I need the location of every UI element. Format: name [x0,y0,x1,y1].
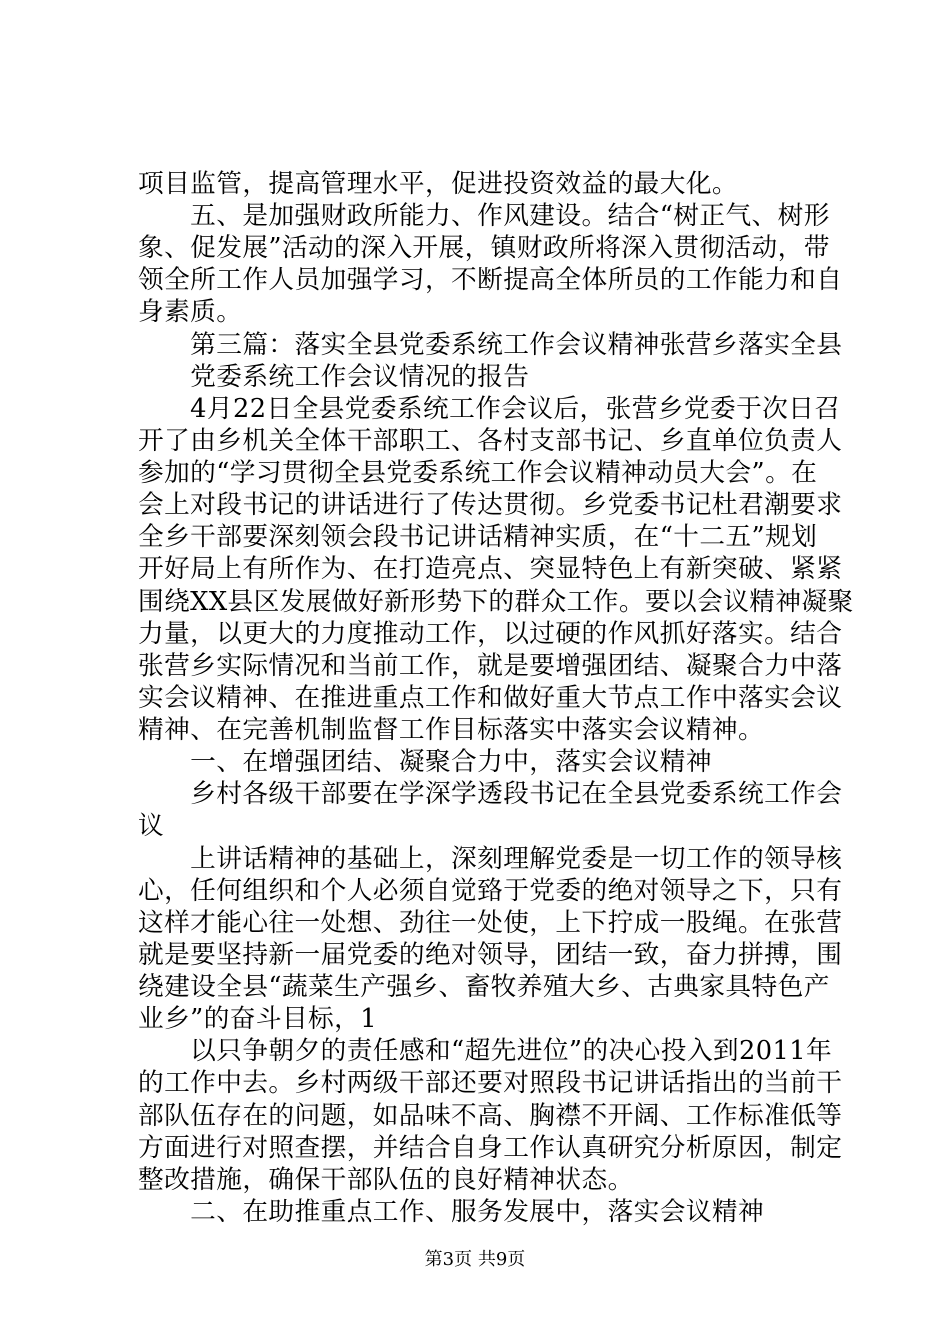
page-number-footer: 第3页 共9页 [424,1249,526,1270]
text-line: 领全所工作人员加强学习，不断提高全体所员的工作能力和自 [138,265,843,296]
text-line: 4月22日全县党委系统工作会议后，张营乡党委于次日召 [138,393,841,424]
text-line: 心，任何组织和个人必须自觉臵于党委的绝对领导之下，只有 [138,875,843,906]
section-heading: 党委系统工作会议情况的报告 [138,361,530,392]
text-line: 这样才能心往一处想、劲往一处使，上下拧成一股绳。在张营 [138,907,843,938]
text-line: 五、是加强财政所能力、作风建设。结合“树正气、树形 [138,201,830,232]
text-line: 开好局上有所作为、在打造亮点、突显特色上有新突破、紧紧 [138,554,843,585]
text-line: 会上对段书记的讲话进行了传达贯彻。乡党委书记杜君潮要求 [138,490,843,521]
text-line: 项目监管，提高管理水平，促进投资效益的最大化。 [138,169,739,199]
text-line: 业乡”的奋斗目标，1 [138,1004,377,1035]
text-line: 实会议精神、在推进重点工作和做好重大节点工作中落实会议 [138,682,843,713]
text-line: 部队伍存在的问题，如品味不高、胸襟不开阔、工作标准低等 [138,1100,843,1131]
text-line: 参加的“学习贯彻全县党委系统工作会议精神动员大会”。在 [138,458,818,489]
text-line: 议 [138,811,165,842]
text-line: 开了由乡机关全体干部职工、各村支部书记、乡直单位负责人 [138,425,843,456]
text-line: 象、促发展”活动的深入开展，镇财政所将深入贯彻活动，带 [138,233,830,264]
text-line: 上讲话精神的基础上，深刻理解党委是一切工作的领导核 [138,843,843,874]
text-line: 乡村各级干部要在学深学透段书记在全县党委系统工作会 [138,779,843,810]
section-heading: 第三篇：落实全县党委系统工作会议精神张营乡落实全县 [138,329,843,360]
section-heading: 二、在助推重点工作、服务发展中，落实会议精神 [138,1196,765,1227]
text-line: 就是要坚持新一届党委的绝对领导，团结一致，奋力拼搏，围 [138,939,843,970]
text-line: 身素质。 [138,297,243,328]
section-heading: 一、在增强团结、凝聚合力中，落实会议精神 [138,747,712,778]
text-line: 力量，以更大的力度推动工作，以过硬的作风抓好落实。结合 [138,618,843,649]
text-line: 精神、在完善机制监督工作目标落实中落实会议精神。 [138,715,765,746]
text-line: 的工作中去。乡村两级干部还要对照段书记讲话指出的当前干 [138,1068,843,1099]
text-line: 方面进行对照查摆，并结合自身工作认真研究分析原因，制定 [138,1132,843,1163]
text-line: 全乡干部要深刻领会段书记讲话精神实质，在“十二五”规划 [138,522,818,553]
text-line: 围绕XX县区发展做好新形势下的群众工作。要以会议精神凝聚 [138,586,854,617]
text-line: 整改措施，确保干部队伍的良好精神状态。 [138,1164,634,1195]
text-line: 张营乡实际情况和当前工作，就是要增强团结、凝聚合力中落 [138,650,843,681]
text-line: 绕建设全县“蔬菜生产强乡、畜牧养殖大乡、古典家具特色产 [138,972,830,1003]
text-line: 以只争朝夕的责任感和“超先进位”的决心投入到2011年 [138,1036,833,1067]
